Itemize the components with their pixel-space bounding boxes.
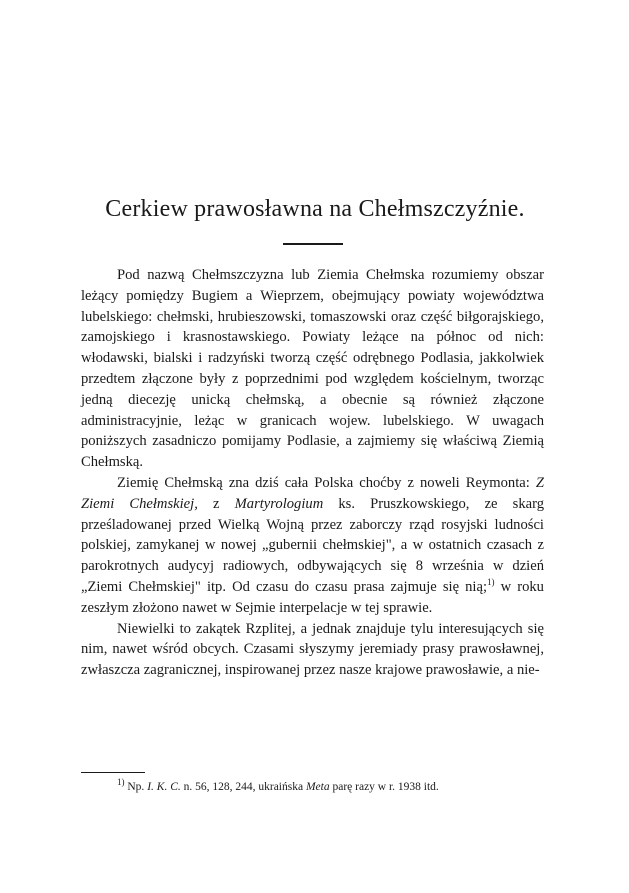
footnote-source-meta: Meta xyxy=(305,781,330,793)
work-title-martyrologium: Martyrologium xyxy=(234,495,324,512)
footnote-reference: 1) xyxy=(487,577,495,588)
footnote-text-c: parę razy w r. 1938 itd. xyxy=(329,781,439,793)
chapter-title: Cerkiew prawosławna na Chełmszczyźnie. xyxy=(105,196,525,222)
footnote-text-b: n. 56, 128, 244, ukraińska xyxy=(180,781,306,793)
paragraph-2-text-d: w roku zeszłym złożono nawet w Sejmie interpelacje w tej sprawie. xyxy=(81,578,544,616)
footnote-source-ikc: I. K. C. xyxy=(147,781,181,793)
paragraph-2 xyxy=(81,473,544,619)
footnote xyxy=(117,779,547,795)
footnote-divider xyxy=(81,772,145,773)
paragraph-2-text-a: Ziemię Chełmską zna dziś cała Polska choćby z noweli Reymonta: xyxy=(117,474,536,491)
title-divider xyxy=(283,243,343,245)
paragraph-1: Pod nazwą Chełmszczyzna lub Ziemia Chełmska rozumiemy obszar leżący pomiędzy Bugiem a Wieprzem, obejmujący powiaty województwa lubelskiego: chełmski, hrubieszowski, tomaszowski oraz część biłgorajskiego, zamojskiego i krasnostawskiego. Powiaty leżące na północ od nich: włodawski, bialski i radzyński tworzą część odrębnego Podlasia, jakkolwiek przedtem złączone były z poprzednimi pod względem kościelnym, tworząc jedną diecezję unicką chełmską, a obecnie są również złączone administracyjnie, leżąc w granicach wojew. lubelskiego. W uwagach poniższych zasadniczo pomijamy Podlasie, a zajmiemy się właściwą Ziemią Chełmską. xyxy=(81,267,544,471)
work-title-ziemi-chelmskiej: Z Ziemi Chełmskiej, xyxy=(81,474,544,512)
paragraph-3: Niewielki to zakątek Rzplitej, a jednak znajduje tylu interesujących się nim, nawet wśród obcych. Czasami słyszymy jeremiady prasy prawosławnej, zwłaszcza zagranicznej, inspirowanej przez nasze krajowe prawosławie, a nie- xyxy=(81,620,544,679)
footnote-text-a: Np. xyxy=(124,781,148,793)
footnote-mark: 1) xyxy=(117,777,125,788)
body-text xyxy=(81,265,544,681)
paragraph-2-text-b: z xyxy=(197,495,235,512)
paragraph-2-text-c: ks. Pruszkowskiego, ze skarg prześladowanej przed Wielką Wojną przez zaborczy rząd rosyjski ludności polskiej, zamykanej w nowej „gubernii chełmskiej", a w ostatnich czasach z parokrotnych audycyj radiowych, odbywających się 8 września w dzień „Ziemi Chełmskiej" itp. Od czasu do czasu prasa zajmuje się nią; xyxy=(81,495,544,595)
